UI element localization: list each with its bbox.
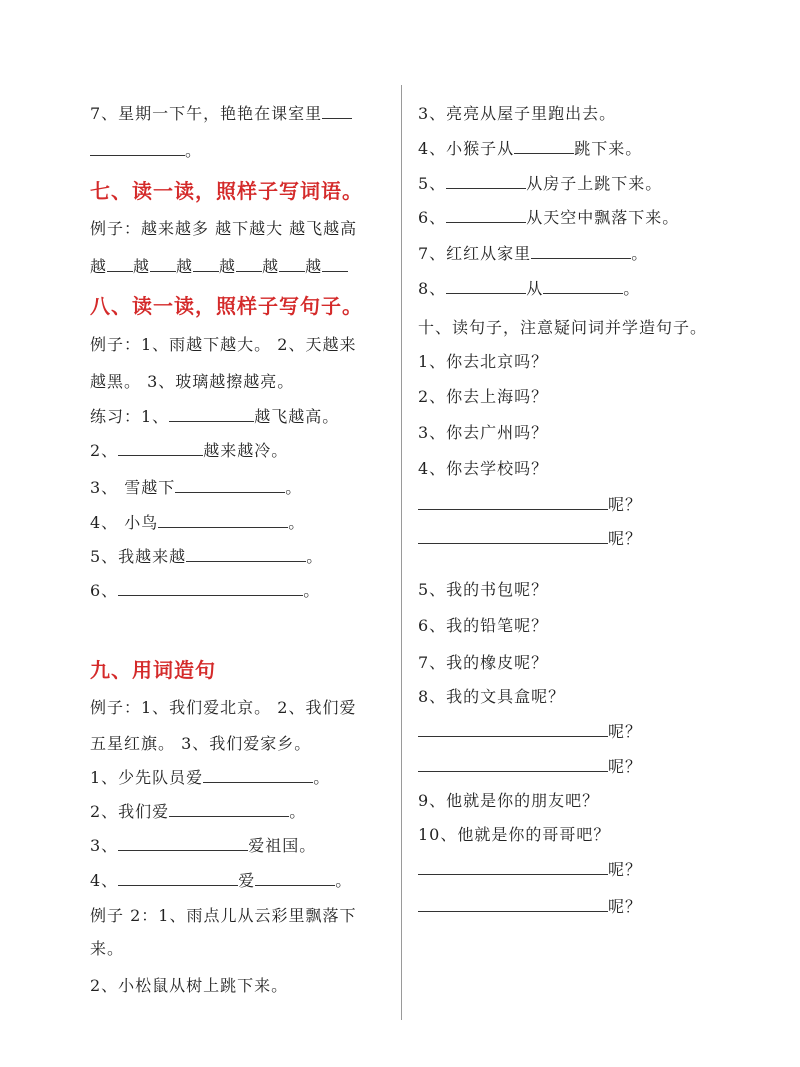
right-item-4: 4、小猴子从 跳下来。: [418, 139, 643, 158]
answer-blank[interactable]: [118, 581, 303, 596]
section-9-example2-line2: 来。: [90, 939, 125, 958]
answer-blank[interactable]: [255, 871, 335, 886]
answer-blank[interactable]: [150, 257, 176, 272]
answer-blank[interactable]: [236, 257, 262, 272]
answer-blank[interactable]: [418, 860, 608, 875]
answer-line-3: 呢？: [418, 721, 642, 743]
answer-blank[interactable]: [118, 836, 248, 851]
right-item-8: 8、 从 。: [418, 279, 641, 298]
answer-blank[interactable]: [118, 871, 238, 886]
section-10-title: 十、读句子，注意疑问词并学造句子。: [418, 318, 708, 337]
answer-line-6: 呢？: [418, 896, 642, 918]
section-9-practice-3: 3、 爱祖国。: [90, 836, 317, 855]
answer-blank[interactable]: [90, 141, 185, 156]
question-2: 2、你去上海吗？: [418, 387, 549, 406]
answer-blank[interactable]: [169, 407, 254, 422]
answer-line-4: 呢？: [418, 756, 642, 778]
question-1: 1、你去北京吗？: [418, 352, 549, 371]
section-8-title: 八、读一读，照样子写句子。: [90, 294, 363, 318]
answer-blank[interactable]: [203, 768, 313, 783]
section-9-example2-line3: 2、小松鼠从树上跳下来。: [90, 976, 289, 995]
answer-blank[interactable]: [118, 441, 203, 456]
answer-blank[interactable]: [446, 208, 526, 223]
section-8-example-line2: 越黑。 3、玻璃越擦越亮。: [90, 372, 295, 391]
answer-blank[interactable]: [186, 547, 306, 562]
answer-blank[interactable]: [418, 529, 608, 544]
answer-blank[interactable]: [418, 495, 608, 510]
answer-blank[interactable]: [446, 174, 526, 189]
section-9-practice-2: 2、我们爱 。: [90, 802, 307, 821]
section-9-example2-line1: 例子 2：1、雨点儿从云彩里飘落下: [90, 906, 357, 925]
answer-blank[interactable]: [514, 139, 574, 154]
section-9-practice-4: 4、 爱 。: [90, 871, 353, 890]
question-7: 7、我的橡皮呢？: [418, 653, 549, 672]
section-7-example: 例子：越来越多 越下越大 越飞越高: [90, 219, 358, 238]
answer-blank[interactable]: [169, 802, 289, 817]
question-5: 5、我的书包呢？: [418, 580, 549, 599]
answer-blank[interactable]: [543, 279, 623, 294]
section-9-example-line1: 例子：1、我们爱北京。 2、我们爱: [90, 698, 357, 717]
answer-blank[interactable]: [418, 722, 608, 737]
answer-blank[interactable]: [531, 244, 631, 259]
answer-line-5: 呢？: [418, 859, 642, 881]
answer-blank[interactable]: [418, 897, 608, 912]
q7-line2: 。: [90, 140, 202, 162]
section-8-practice-5: 5、我越来越 。: [90, 547, 324, 566]
answer-blank[interactable]: [158, 513, 288, 528]
answer-blank[interactable]: [279, 257, 305, 272]
question-8: 8、我的文具盒呢？: [418, 687, 566, 706]
section-7-blanks: 越 越 越 越 越 越: [90, 256, 348, 278]
answer-blank[interactable]: [107, 257, 133, 272]
section-8-practice-1: 练习：1、 越飞越高。: [90, 407, 340, 426]
answer-blank[interactable]: [322, 257, 348, 272]
question-3: 3、你去广州吗？: [418, 423, 549, 442]
answer-blank[interactable]: [193, 257, 219, 272]
answer-line-2: 呢？: [418, 528, 642, 550]
section-9-example-line2: 五星红旗。 3、我们爱家乡。: [90, 734, 312, 753]
right-item-5: 5、 从房子上跳下来。: [418, 174, 663, 193]
answer-blank[interactable]: [418, 757, 608, 772]
q7-line1: 7、星期一下午，艳艳在课室里: [90, 103, 352, 125]
answer-blank[interactable]: [446, 279, 526, 294]
section-8-practice-6: 6、 。: [90, 581, 321, 600]
section-9-title: 九、用词造句: [90, 658, 216, 682]
section-7-title: 七、读一读，照样子写词语。: [90, 179, 363, 203]
right-item-3: 3、亮亮从屋子里跑出去。: [418, 104, 617, 123]
section-8-practice-2: 2、 越来越冷。: [90, 441, 289, 460]
question-10: 10、他就是你的哥哥吧？: [418, 825, 611, 844]
section-8-practice-4: 4、 小鸟 。: [90, 513, 306, 532]
answer-line-1: 呢？: [418, 494, 642, 516]
question-6: 6、我的铅笔呢？: [418, 616, 549, 635]
right-item-7: 7、红红从家里 。: [418, 244, 649, 263]
question-4: 4、你去学校吗？: [418, 459, 549, 478]
question-9: 9、他就是你的朋友吧？: [418, 791, 600, 810]
section-8-example-line1: 例子：1、雨越下越大。 2、天越来: [90, 335, 357, 354]
section-8-practice-3: 3、 雪越下 。: [90, 478, 303, 497]
answer-blank[interactable]: [175, 478, 285, 493]
section-9-practice-1: 1、少先队员爱 。: [90, 768, 331, 787]
answer-blank[interactable]: [322, 104, 352, 119]
column-divider: [401, 85, 402, 1020]
right-item-6: 6、 从天空中飘落下来。: [418, 208, 680, 227]
